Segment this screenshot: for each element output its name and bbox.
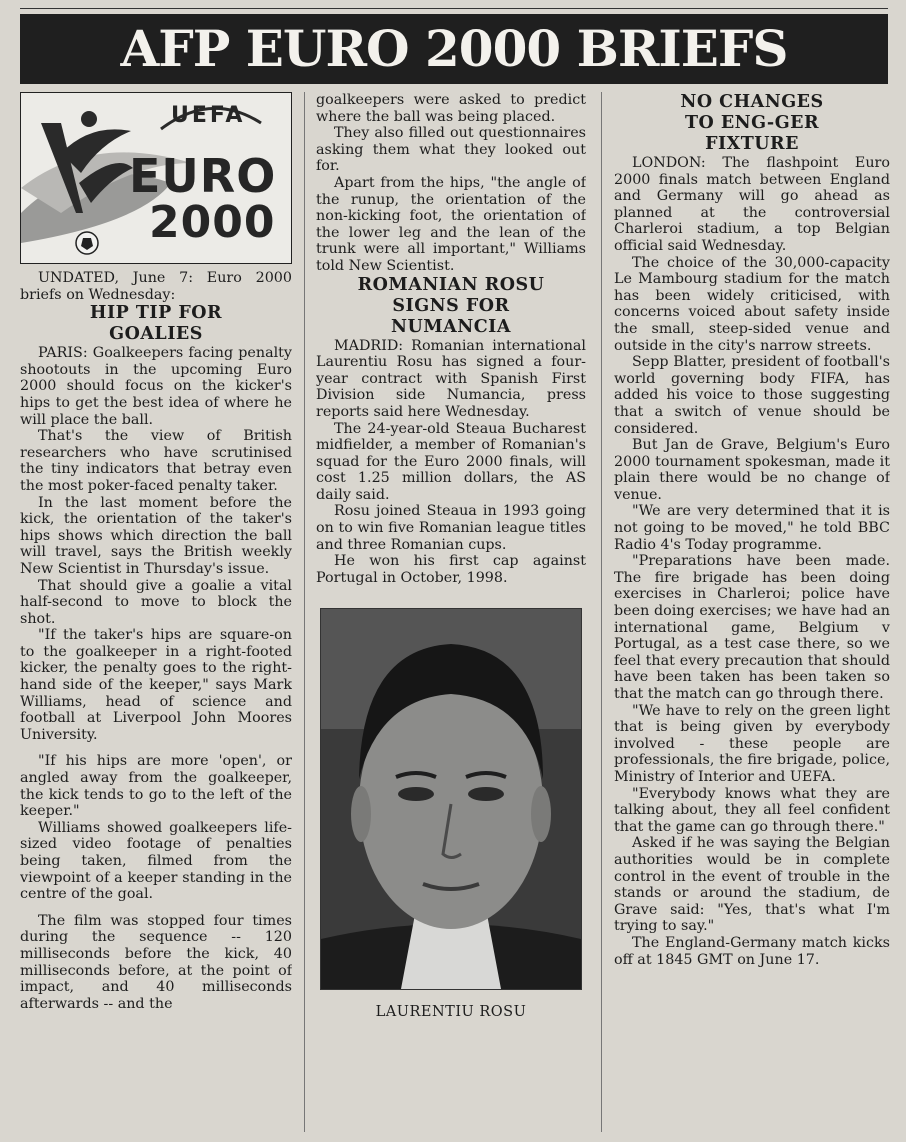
story1-paragraph: They also filled out questionnaires asking them what they looked out for. <box>316 125 586 175</box>
story2-paragraph: He won his first cap against Portugal in October, 1998. <box>316 553 586 586</box>
story3-paragraph: "We have to rely on the green light that is being given by everybody involved - these people are professionals, the fire brigade, police, Ministry of Interior and UEFA. <box>614 702 890 785</box>
story1-paragraph-continued: goalkeepers were asked to predict where the ball was being placed. <box>316 92 586 125</box>
story1-paragraph: "If the taker's hips are square-on to the goalkeeper in a right-footed kicker, the penalty goes to the right-hand side of the keeper," says Mark Williams, head of science and football at Liverpool John Moores University. <box>20 627 292 743</box>
story1-paragraph: The film was stopped four times during the sequence -- 120 milliseconds before the kick, 40 milliseconds before, at the point of impact, and 40 milliseconds afterwards -- and the <box>20 912 292 1012</box>
story2-paragraph: Rosu joined Steaua in 1993 going on to win five Romanian league titles and three Romanian cups. <box>316 503 586 553</box>
story3-headline-line2: TO ENG-GER <box>684 113 820 133</box>
story3-paragraph: The England-Germany match kicks off at 1845 GMT on June 17. <box>614 934 890 968</box>
story2-paragraph: MADRID: Romanian international Laurentiu Rosu has signed a four-year contract with Spanish First Division side Numancia, press reports said here Wednesday. <box>316 337 586 420</box>
story1-headline-line1: HIP TIP FOR <box>89 303 223 324</box>
story3-paragraph: Sepp Blatter, president of football's world governing body FIFA, has added his voice to those suggesting that a switch of venue should be considered. <box>614 354 890 437</box>
story3-paragraph: "Everybody knows what they are talking about, they all feel confident that the game can go through there." <box>614 785 890 835</box>
logo-uefa-text: UEFA <box>171 103 246 128</box>
story2-headline-line1: ROMANIAN ROSU <box>357 274 545 295</box>
portrait-illustration <box>321 609 581 989</box>
euro-2000-logo <box>20 92 292 264</box>
story2-headline-line2: SIGNS FOR <box>392 295 510 316</box>
story1-paragraph: Williams showed goalkeepers life-sized video footage of penalties being taken, filmed from the viewpoint of a keeper standing in the centre of the goal. <box>20 819 292 903</box>
logo-year-text: 2000 <box>149 197 276 248</box>
story3-paragraph: But Jan de Grave, Belgium's Euro 2000 tournament spokesman, made it plain there would be no change of venue. <box>614 437 890 503</box>
story1-paragraph: That should give a goalie a vital half-second to move to block the shot. <box>20 577 292 627</box>
story1-paragraph: "If his hips are more 'open', or angled away from the goalkeeper, the kick tends to go to the left of the keeper." <box>20 753 292 820</box>
column-rule <box>601 92 602 1132</box>
story1-paragraph: Apart from the hips, "the angle of the runup, the orientation of the non-kicking foot, the orientation of the lower leg and the lean of the trunk were all important," Williams told New Scientist. <box>316 174 586 274</box>
story1-paragraph: PARIS: Goalkeepers facing penalty shootouts in the upcoming Euro 2000 should focus on the kicker's hips to get the best idea of where he will place the ball. <box>20 345 292 428</box>
story3-headline-line1: NO CHANGES <box>680 92 824 112</box>
story3-paragraph: "Preparations have been made. The fire brigade has been doing exercises in Charleroi; police have been doing exercises; we have had an international game, Belgium v Portugal, as a test case there, so we feel that every precaution that should have been taken has been taken so that the match can go through there. <box>614 553 890 702</box>
top-rule <box>20 8 888 9</box>
story3-paragraph: Asked if he was saying the Belgian authorities would be in complete control in the event of trouble in the stands or around the stadium, de Grave said: "Yes, that's what I'm trying to say." <box>614 835 890 935</box>
banner <box>20 14 888 84</box>
column-rule <box>304 92 305 1132</box>
story3-headline-line3: FIXTURE <box>705 134 799 154</box>
column-1 <box>20 92 292 1012</box>
story3-paragraph: "We are very determined that it is not going to be moved," he told BBC Radio 4's Today programme. <box>614 503 890 553</box>
story1-paragraph: In the last moment before the kick, the orientation of the taker's hips shows which direction the ball will travel, says the British weekly New Scientist in Thursday's issue. <box>20 494 292 577</box>
story1-headline-line2: GOALIES <box>109 324 203 345</box>
banner-title: AFP EURO 2000 BRIEFS <box>120 19 788 78</box>
portrait-photo <box>320 608 582 990</box>
story3-paragraph: The choice of the 30,000-capacity Le Mambourg stadium for the match has been widely criticised, with concerns voiced about safety inside the small, steep-sided venue and outside in the city's narrow streets. <box>614 254 890 354</box>
story2-headline-line3: NUMANCIA <box>391 316 511 337</box>
story1-paragraph: That's the view of British researchers who have scrutinised the tiny indicators that betray even the most poker-faced penalty taker. <box>20 428 292 494</box>
column-3 <box>614 92 890 968</box>
story3-paragraph: LONDON: The flashpoint Euro 2000 finals match between England and Germany will go ahead as planned at the controversial Charleroi stadium, a top Belgian official said Wednesday. <box>614 155 890 254</box>
story2-paragraph: The 24-year-old Steaua Bucharest midfielder, a member of Romanian's squad for the Euro 2000 finals, will cost 1.25 million dollars, the AS daily said. <box>316 420 586 503</box>
photo-caption: LAURENTIU ROSU <box>375 1004 527 1021</box>
logo-euro-text: EURO <box>129 149 277 203</box>
column-2 <box>316 92 586 1020</box>
intro-dateline: UNDATED, June 7: Euro 2000 briefs on Wednesday: <box>20 270 292 303</box>
